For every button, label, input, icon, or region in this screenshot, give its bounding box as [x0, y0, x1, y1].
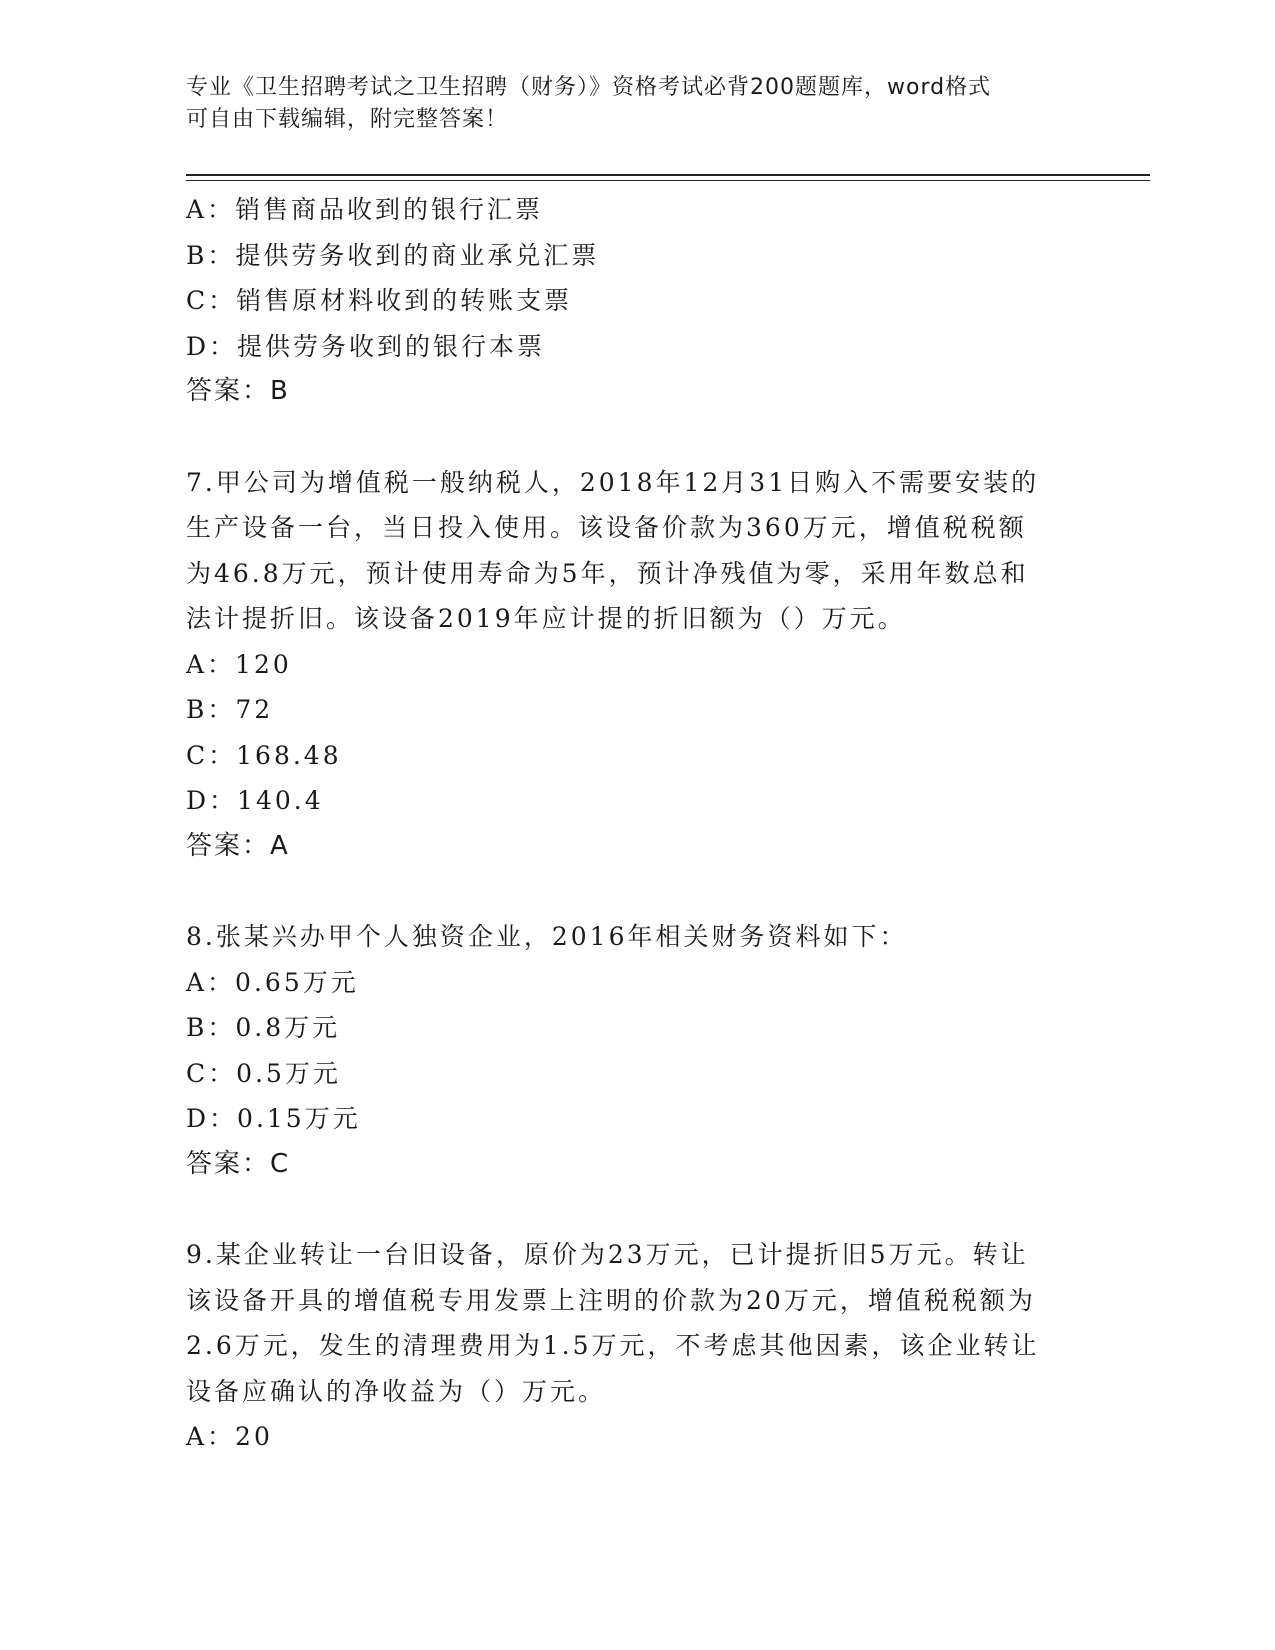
spacer: [186, 415, 1086, 460]
question-9-options: [186, 1414, 1086, 1460]
stem-line: 8.张某兴办甲个人独资企业，2016年相关财务资料如下：: [186, 922, 908, 951]
spacer: [186, 869, 1086, 914]
stem-line: 为46.8万元，预计使用寿命为5年，预计净残值为零，采用年数总和: [186, 558, 1029, 588]
option-c: C：168.48: [186, 740, 342, 770]
question-8-answer: 答案：C: [186, 1148, 291, 1179]
option-c: C：销售原材料收到的转账支票: [186, 286, 573, 315]
question-8-stem: [186, 914, 1086, 960]
question-7-options: [186, 642, 1086, 824]
question-7-stem: [186, 460, 1086, 642]
option-a: A：0.65万元: [186, 967, 359, 997]
document-header: [186, 72, 1066, 136]
option-a: A：20: [186, 1422, 273, 1451]
option-b: B：0.8万元: [186, 1013, 341, 1042]
stem-line: 7.甲公司为增值税一般纳税人，2018年12月31日购入不需要安装的: [186, 467, 1040, 497]
option-a: A：120: [186, 649, 292, 679]
stem-line: 该设备开具的增值税专用发票上注明的价款为20万元，增值税税额为: [186, 1285, 1036, 1315]
question-8-options: [186, 960, 1086, 1142]
stem-line: 2.6万元，发生的清理费用为1.5万元，不考虑其他因素，该企业转让: [186, 1331, 1040, 1360]
header-title-line-1: 专业《卫生招聘考试之卫生招聘（财务）》资格考试必背200题题库，word格式: [186, 75, 992, 100]
stem-line: 9.某企业转让一台旧设备，原价为23万元，已计提折旧5万元。转让: [186, 1240, 1029, 1269]
header-title-line-2: 可自由下载编辑，附完整答案！: [186, 107, 509, 132]
option-d: D：140.4: [186, 786, 324, 815]
header-divider-thin: [186, 180, 1150, 181]
question-content: [186, 187, 1086, 1460]
spacer: [186, 1187, 1086, 1232]
option-d: D：提供劳务收到的银行本票: [186, 331, 546, 361]
stem-line: 法计提折旧。该设备2019年应计提的折旧额为（）万元。: [186, 604, 906, 633]
option-c: C：0.5万元: [186, 1058, 341, 1088]
option-b: B：提供劳务收到的商业承兑汇票: [186, 240, 600, 270]
question-9-stem: [186, 1232, 1086, 1414]
stem-line: 生产设备一台，当日投入使用。该设备价款为360万元，增值税税额: [186, 513, 1027, 542]
question-7-answer: 答案：A: [186, 830, 290, 861]
option-d: D：0.15万元: [186, 1104, 361, 1133]
question-6-answer: 答案：B: [186, 376, 290, 406]
stem-line: 设备应确认的净收益为（）万元。: [186, 1376, 607, 1406]
header-divider-thick: [186, 174, 1150, 176]
option-a: A：销售商品收到的银行汇票: [186, 195, 544, 224]
option-b: B：72: [186, 695, 274, 724]
question-6-options: [186, 187, 1086, 369]
